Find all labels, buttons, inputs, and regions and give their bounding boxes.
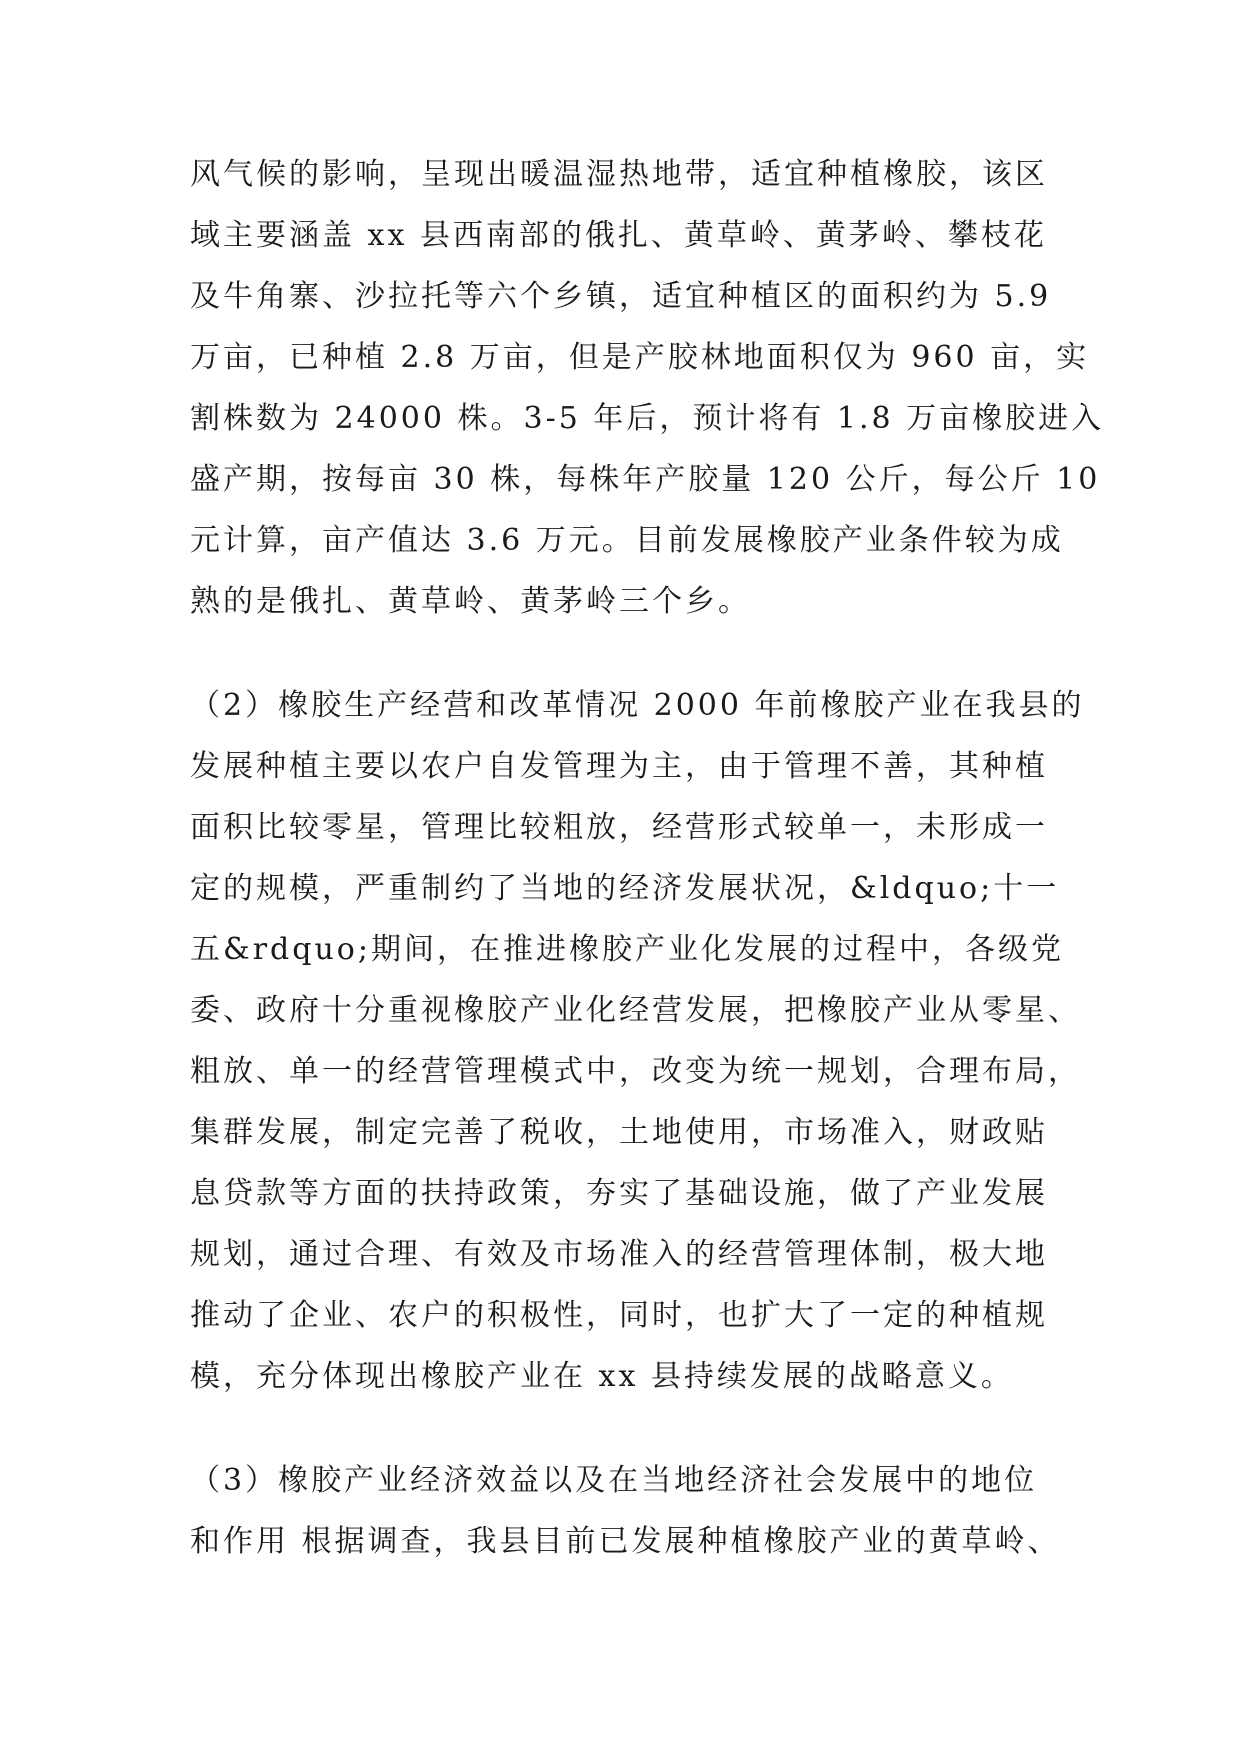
paragraph-1-line-2: 域主要涵盖 xx 县西南部的俄扎、黄草岭、黄茅岭、攀枝花 [190, 218, 1047, 253]
paragraph-2-line-9: 息贷款等方面的扶持政策，夯实了基础设施，做了产业发展 [190, 1176, 1048, 1211]
paragraph-3-line-1: （3）橡胶产业经济效益以及在当地经济社会发展中的地位 [190, 1463, 1038, 1498]
paragraph-1-line-7: 元计算，亩产值达 3.6 万元。目前发展橡胶产业条件较为成 [190, 523, 1064, 558]
paragraph-1-line-3: 及牛角寨、沙拉托等六个乡镇，适宜种植区的面积约为 5.9 [190, 279, 1052, 314]
paragraph-2-line-1: （2）橡胶生产经营和改革情况 2000 年前橡胶产业在我县的 [190, 688, 1085, 723]
paragraph-2-line-12: 模，充分体现出橡胶产业在 xx 县持续发展的战略意义。 [190, 1359, 1014, 1394]
paragraph-2-line-2: 发展种植主要以农户自发管理为主，由于管理不善，其种植 [190, 749, 1048, 784]
paragraph-2-line-3: 面积比较零星，管理比较粗放，经营形式较单一，未形成一 [190, 810, 1048, 845]
paragraph-1-line-4: 万亩，已种植 2.8 万亩，但是产胶林地面积仅为 960 亩，实 [190, 340, 1090, 375]
paragraph-1-line-8: 熟的是俄扎、黄草岭、黄茅岭三个乡。 [190, 584, 751, 619]
paragraph-2-line-4: 定的规模，严重制约了当地的经济发展状况，&ldquo;十一 [190, 871, 1060, 906]
paragraph-2-line-10: 规划，通过合理、有效及市场准入的经营管理体制，极大地 [190, 1237, 1048, 1272]
paragraph-1-line-1: 风气候的影响，呈现出暖温湿热地带，适宜种植橡胶，该区 [190, 157, 1048, 192]
paragraph-1-line-5: 割株数为 24000 株。3-5 年后，预计将有 1.8 万亩橡胶进入 [190, 401, 1105, 436]
paragraph-2-line-6: 委、政府十分重视橡胶产业化经营发展，把橡胶产业从零星、 [190, 993, 1081, 1028]
paragraph-2-line-7: 粗放、单一的经营管理模式中，改变为统一规划，合理布局， [190, 1054, 1081, 1089]
paragraph-2-line-11: 推动了企业、农户的积极性，同时，也扩大了一定的种植规 [190, 1298, 1048, 1333]
paragraph-1-line-6: 盛产期，按每亩 30 株，每株年产胶量 120 公斤，每公斤 10 [190, 462, 1101, 497]
paragraph-2-line-5: 五&rdquo;期间，在推进橡胶产业化发展的过程中，各级党 [190, 932, 1064, 967]
paragraph-3-line-2: 和作用 根据调查，我县目前已发展种植橡胶产业的黄草岭、 [190, 1524, 1061, 1559]
paragraph-2-line-8: 集群发展，制定完善了税收，土地使用，市场准入，财政贴 [190, 1115, 1048, 1150]
